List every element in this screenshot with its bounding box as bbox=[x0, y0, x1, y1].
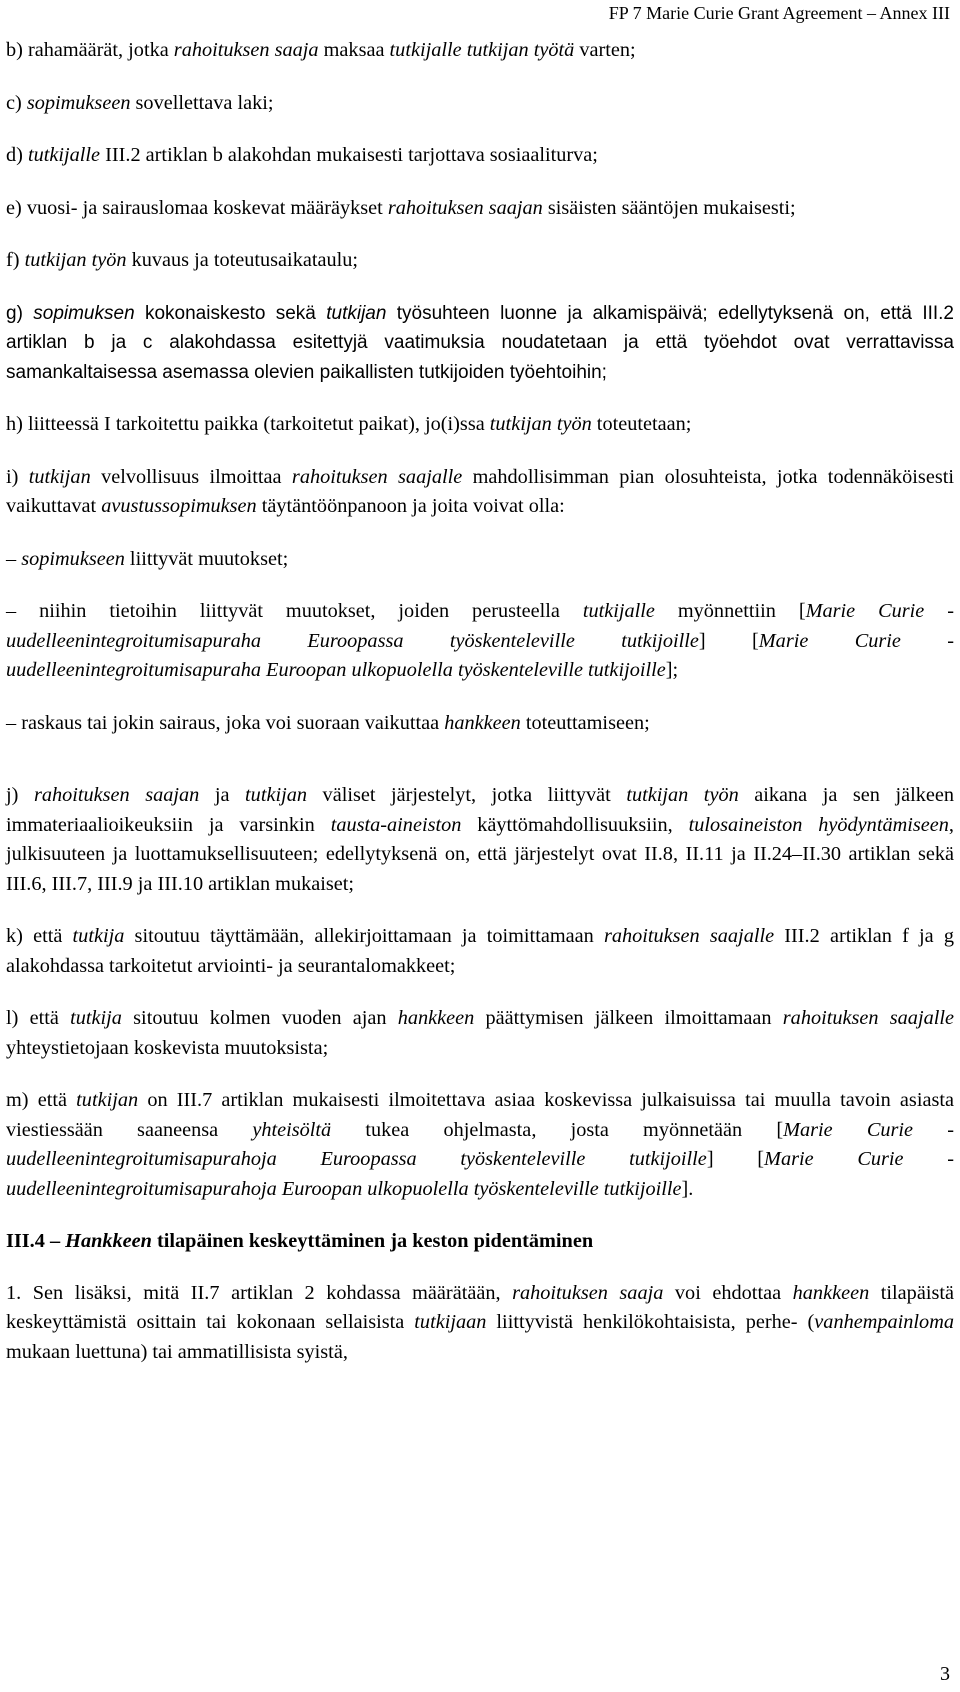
text-run: f) bbox=[6, 249, 25, 271]
text-run: liittyvät muutokset; bbox=[124, 547, 289, 570]
document-header: FP 7 Marie Curie Grant Agreement – Annex III bbox=[608, 3, 950, 23]
text-run: Hankkeen bbox=[65, 1230, 152, 1252]
text-run: tutkijan bbox=[245, 784, 308, 806]
text-run: tutkijalle bbox=[582, 600, 655, 622]
text-run: tutkijan bbox=[326, 302, 387, 324]
paragraph-1 bbox=[6, 1279, 954, 1368]
text-run: tausta-aineiston bbox=[330, 813, 462, 836]
text-run: tutkijalle tutkijan työtä bbox=[389, 39, 575, 61]
list-item-l bbox=[6, 1004, 954, 1063]
section-heading bbox=[6, 1227, 954, 1257]
text-run: täytäntöönpanoon ja joita voivat olla: bbox=[256, 495, 565, 517]
text-run: tutkijan työn bbox=[24, 249, 127, 271]
text-run: toteuttamiseen; bbox=[520, 711, 650, 734]
text-run: – raskaus tai jokin sairaus, joka voi suoraan vaikuttaa bbox=[6, 711, 445, 734]
text-run: hankkeen bbox=[792, 1281, 870, 1304]
text-run: tilapäinen keskeyttäminen ja keston pidentäminen bbox=[151, 1230, 594, 1252]
list-item-e bbox=[6, 194, 954, 224]
text-run: sitoutuu kolmen vuoden ajan bbox=[121, 1007, 398, 1029]
text-run: III.2 artiklan f ja g alakohdassa tarkoitetut arviointi- ja seurantalomakkeet; bbox=[6, 925, 954, 977]
text-run: tutkijaan bbox=[414, 1311, 487, 1333]
text-run: sopimukseen bbox=[21, 547, 125, 570]
text-run: päättymisen jälkeen ilmoittamaan bbox=[474, 1007, 783, 1029]
text-run: Marie Curie -uudelleenintegroitumisapurahoja Euroopassa työskenteleville tutkijoille bbox=[6, 1118, 954, 1170]
text-run: j) bbox=[6, 784, 34, 806]
text-run: mahdollisimman pian olosuhteista, jotka todennäköisesti vaikuttavat bbox=[6, 465, 954, 517]
text-run: rahoituksen saaja bbox=[173, 39, 319, 61]
text-run: mukaan luettuna) tai ammatillisista syistä, bbox=[6, 1340, 348, 1363]
text-run: ]. bbox=[681, 1177, 694, 1200]
text-run: rahoituksen saajalle bbox=[782, 1007, 954, 1029]
text-run: rahoituksen saaja bbox=[512, 1281, 664, 1304]
text-run: avustussopimuksen bbox=[101, 495, 257, 517]
list-item-b bbox=[6, 36, 954, 66]
list-item-i bbox=[6, 463, 954, 522]
text-run: kuvaus ja toteutusaikataulu; bbox=[126, 249, 359, 271]
text-run: velvollisuus ilmoittaa bbox=[90, 465, 292, 488]
text-run: III.4 – bbox=[6, 1230, 66, 1252]
text-run: hankkeen bbox=[444, 711, 521, 734]
text-run: maksaa bbox=[318, 39, 390, 61]
text-run: sitoutuu täyttämään, allekirjoittamaan ja toimittamaan bbox=[124, 925, 604, 947]
text-run: käyttömahdollisuuksiin, bbox=[461, 813, 689, 836]
text-run: liittyvistä henkilökohtaisista, perhe- ( bbox=[486, 1311, 815, 1333]
text-run: ] [ bbox=[698, 629, 759, 652]
text-run: tutkijalle bbox=[27, 144, 101, 166]
text-run: g) bbox=[6, 302, 34, 324]
list-item-m bbox=[6, 1086, 954, 1204]
text-run: e) vuosi- ja sairauslomaa koskevat määräykset bbox=[6, 196, 388, 219]
list-item-j bbox=[6, 781, 954, 899]
text-run: väliset järjestelyt, jotka liittyvät bbox=[307, 784, 627, 806]
text-run: tutkija bbox=[70, 1007, 122, 1029]
text-run: sopimuksen bbox=[33, 302, 135, 324]
text-run: rahoituksen saajalle bbox=[291, 465, 463, 488]
text-run: , julkisuuteen ja luottamuksellisuuteen; edellytyksenä on, että järjestelyt ovat II.8, II.11 ja II.24–II.30 artiklan sekä III.6, III.7, III.9 ja III.10 artiklan mukaiset; bbox=[6, 813, 954, 895]
text-run: yhteystietojaan koskevista muutoksista; bbox=[6, 1036, 329, 1059]
text-run: Marie Curie -uudelleenintegroitumisapuraha Euroopassa työskenteleville tutkijoille bbox=[6, 600, 954, 652]
text-run: h) liitteessä I tarkoitettu paikka (tarkoitetut paikat), jo(i)ssa bbox=[6, 413, 490, 435]
text-run: sopimukseen bbox=[26, 91, 131, 114]
text-run: voi ehdottaa bbox=[663, 1281, 793, 1304]
text-run: toteutetaan; bbox=[591, 413, 692, 435]
text-run: i) bbox=[6, 465, 29, 488]
text-run: m) että bbox=[6, 1089, 77, 1111]
text-run: ] [ bbox=[706, 1148, 765, 1170]
text-run: varten; bbox=[574, 39, 636, 61]
text-run: työsuhteen luonne ja alkamispäivä; edellytyksenä on, että III.2 artiklan b ja c alakohdassa esitettyjä vaatimuksia noudatetaan ja että työehdot ovat verrattavissa samankaltaisessa asemassa olevien paikallisten tutkijoiden työehtoihin; bbox=[6, 302, 954, 383]
text-run: hankkeen bbox=[397, 1007, 475, 1029]
sub-item-information-changes bbox=[6, 597, 954, 686]
text-run: l) että bbox=[6, 1007, 71, 1029]
text-run: tutkijan työn bbox=[489, 413, 592, 435]
text-run: Marie Curie -uudelleenintegroitumisapurahoja Euroopan ulkopuolella työskenteleville tutkijoille bbox=[6, 1148, 955, 1200]
list-item-g bbox=[6, 299, 954, 388]
text-run: sisäisten sääntöjen mukaisesti; bbox=[542, 196, 796, 219]
text-run: b) rahamäärät, jotka bbox=[6, 39, 174, 61]
list-item-h bbox=[6, 410, 954, 440]
text-run: yhteisöltä bbox=[252, 1118, 332, 1141]
text-run: sovellettava laki; bbox=[130, 91, 274, 114]
text-run: kokonaiskesto sekä bbox=[134, 302, 327, 324]
text-run: rahoituksen saajan bbox=[387, 196, 543, 219]
list-item-d bbox=[6, 141, 954, 171]
text-run: tilapäistä keskeyttämistä osittain tai kokonaan sellaisista bbox=[6, 1281, 954, 1333]
list-item-f bbox=[6, 246, 954, 276]
text-run: rahoituksen saajan bbox=[33, 784, 200, 806]
text-run: tutkijan työn bbox=[626, 784, 739, 806]
text-run: myönnettiin [ bbox=[654, 600, 806, 622]
text-run: ]; bbox=[665, 659, 679, 681]
list-item-c bbox=[6, 89, 954, 119]
text-run: tutkijan bbox=[28, 465, 91, 488]
document-body bbox=[6, 36, 954, 1367]
text-run: rahoituksen saajalle bbox=[603, 925, 775, 947]
sub-item-contract-changes bbox=[6, 545, 954, 575]
text-run: III.2 artiklan b alakohdan mukaisesti tarjottava sosiaaliturva; bbox=[100, 144, 598, 166]
text-run: k) että bbox=[6, 925, 73, 947]
text-run: – bbox=[6, 547, 22, 570]
text-run: c) bbox=[6, 91, 27, 114]
text-run: tutkijan bbox=[76, 1089, 139, 1111]
text-run: – niihin tietoihin liittyvät muutokset, joiden perusteella bbox=[6, 600, 583, 622]
text-run: d) bbox=[6, 144, 28, 166]
text-run: aikana ja sen jälkeen immateriaalioikeuksiin ja varsinkin bbox=[6, 784, 955, 836]
text-run: Marie Curie -uudelleenintegroitumisapuraha Euroopan ulkopuolella työskenteleville tutkijoille bbox=[6, 629, 954, 681]
text-run: vanhempainloma bbox=[814, 1311, 954, 1333]
text-run: tutkija bbox=[72, 925, 125, 947]
page-number: 3 bbox=[940, 1663, 950, 1685]
text-run: tukea ohjelmasta, josta myönnetään [ bbox=[331, 1118, 784, 1141]
text-run: on III.7 artiklan mukaisesti ilmoitettava asiaa koskevissa julkaisuissa tai muulla tavoin asiasta viestiessään saaneensa bbox=[6, 1089, 954, 1141]
text-run: tulosaineiston hyödyntämiseen bbox=[688, 813, 949, 836]
text-run: ja bbox=[199, 784, 246, 806]
sub-item-pregnancy-illness bbox=[6, 709, 954, 739]
text-run: 1. Sen lisäksi, mitä II.7 artiklan 2 kohdassa määrätään, bbox=[6, 1281, 513, 1304]
list-item-k bbox=[6, 922, 954, 981]
